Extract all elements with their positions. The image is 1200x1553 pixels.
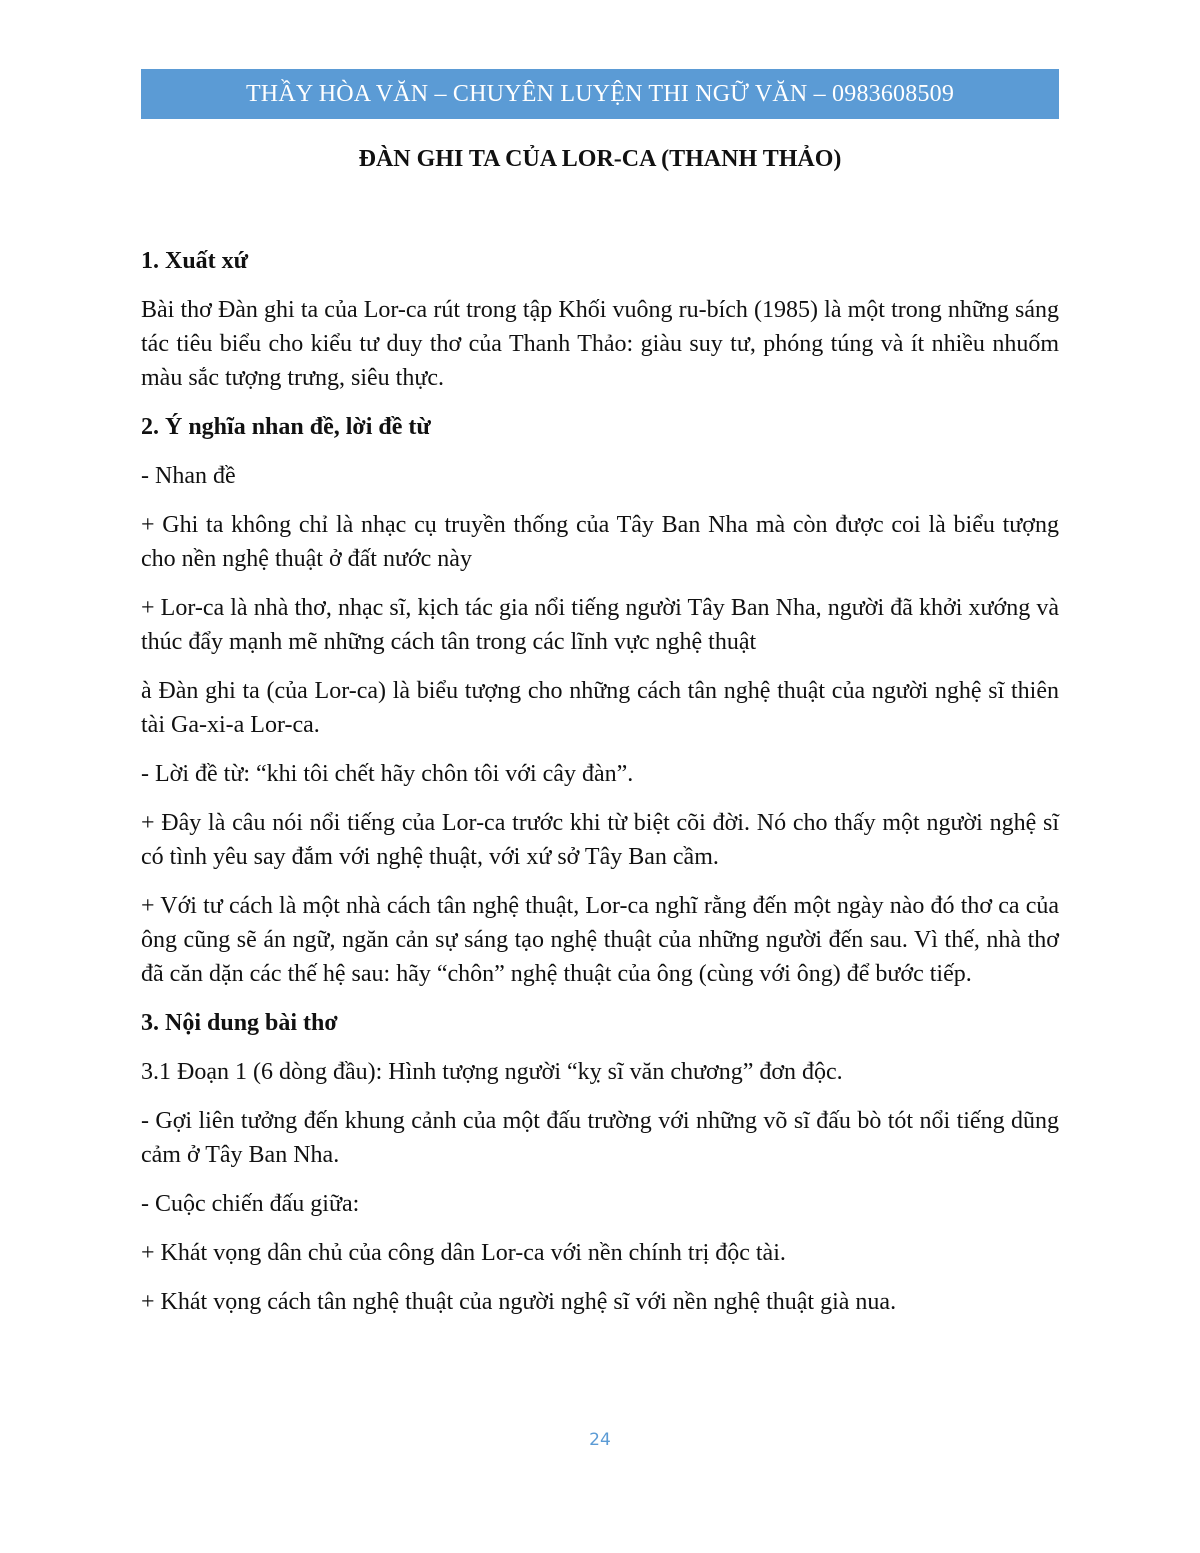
document-body xyxy=(141,244,1059,1334)
paragraph: + Ghi ta không chỉ là nhạc cụ truyền thống của Tây Ban Nha mà còn được coi là biểu tượng cho nền nghệ thuật ở đất nước này xyxy=(141,512,1059,572)
paragraph: + Khát vọng cách tân nghệ thuật của người nghệ sĩ với nền nghệ thuật già nua. xyxy=(141,1289,897,1315)
paragraph: Bài thơ Đàn ghi ta của Lor-ca rút trong tập Khối vuông ru-bích (1985) là một trong những sáng tác tiêu biểu cho kiểu tư duy thơ của Thanh Thảo: giàu suy tư, phóng túng và ít nhiều nhuốm màu sắc tượng trưng, siêu thực. xyxy=(141,297,1059,391)
paragraph: + Lor-ca là nhà thơ, nhạc sĩ, kịch tác gia nổi tiếng người Tây Ban Nha, người đã khởi xướng và thúc đẩy mạnh mẽ những cách tân trong các lĩnh vực nghệ thuật xyxy=(141,595,1059,655)
section-heading-content: 3. Nội dung bài thơ xyxy=(141,1010,338,1036)
page-number: 24 xyxy=(589,1430,611,1450)
paragraph: 3.1 Đoạn 1 (6 dòng đầu): Hình tượng người “kỵ sĩ văn chương” đơn độc. xyxy=(141,1059,843,1085)
paragraph: à Đàn ghi ta (của Lor-ca) là biểu tượng cho những cách tân nghệ thuật của người nghệ sĩ thiên tài Ga-xi-a Lor-ca. xyxy=(141,678,1059,738)
paragraph: - Lời đề từ: “khi tôi chết hãy chôn tôi với cây đàn”. xyxy=(141,761,634,787)
paragraph: - Cuộc chiến đấu giữa: xyxy=(141,1191,360,1217)
paragraph: - Gợi liên tưởng đến khung cảnh của một đấu trường với những võ sĩ đấu bò tót nổi tiếng dũng cảm ở Tây Ban Nha. xyxy=(141,1108,1059,1168)
header-banner: THẦY HÒA VĂN – CHUYÊN LUYỆN THI NGỮ VĂN – 0983608509 xyxy=(141,69,1059,119)
paragraph: - Nhan đề xyxy=(141,463,236,489)
paragraph: + Với tư cách là một nhà cách tân nghệ thuật, Lor-ca nghĩ rằng đến một ngày nào đó thơ ca của ông cũng sẽ án ngữ, ngăn cản sự sáng tạo nghệ thuật của những người đến sau. Vì thế, nhà thơ đã căn dặn các thế hệ sau: hãy “chôn” nghệ thuật của ông (cùng với ông) để bước tiếp. xyxy=(141,893,1059,987)
paragraph: + Đây là câu nói nổi tiếng của Lor-ca trước khi từ biệt cõi đời. Nó cho thấy một người nghệ sĩ có tình yêu say đắm với nghệ thuật, với xứ sở Tây Ban cầm. xyxy=(141,810,1059,870)
section-heading-title-meaning: 2. Ý nghĩa nhan đề, lời đề từ xyxy=(141,414,431,440)
section-heading-origin: 1. Xuất xứ xyxy=(141,248,249,274)
document-title: ĐÀN GHI TA CỦA LOR-CA (THANH THẢO) xyxy=(358,146,842,172)
paragraph: + Khát vọng dân chủ của công dân Lor-ca với nền chính trị độc tài. xyxy=(141,1240,786,1266)
